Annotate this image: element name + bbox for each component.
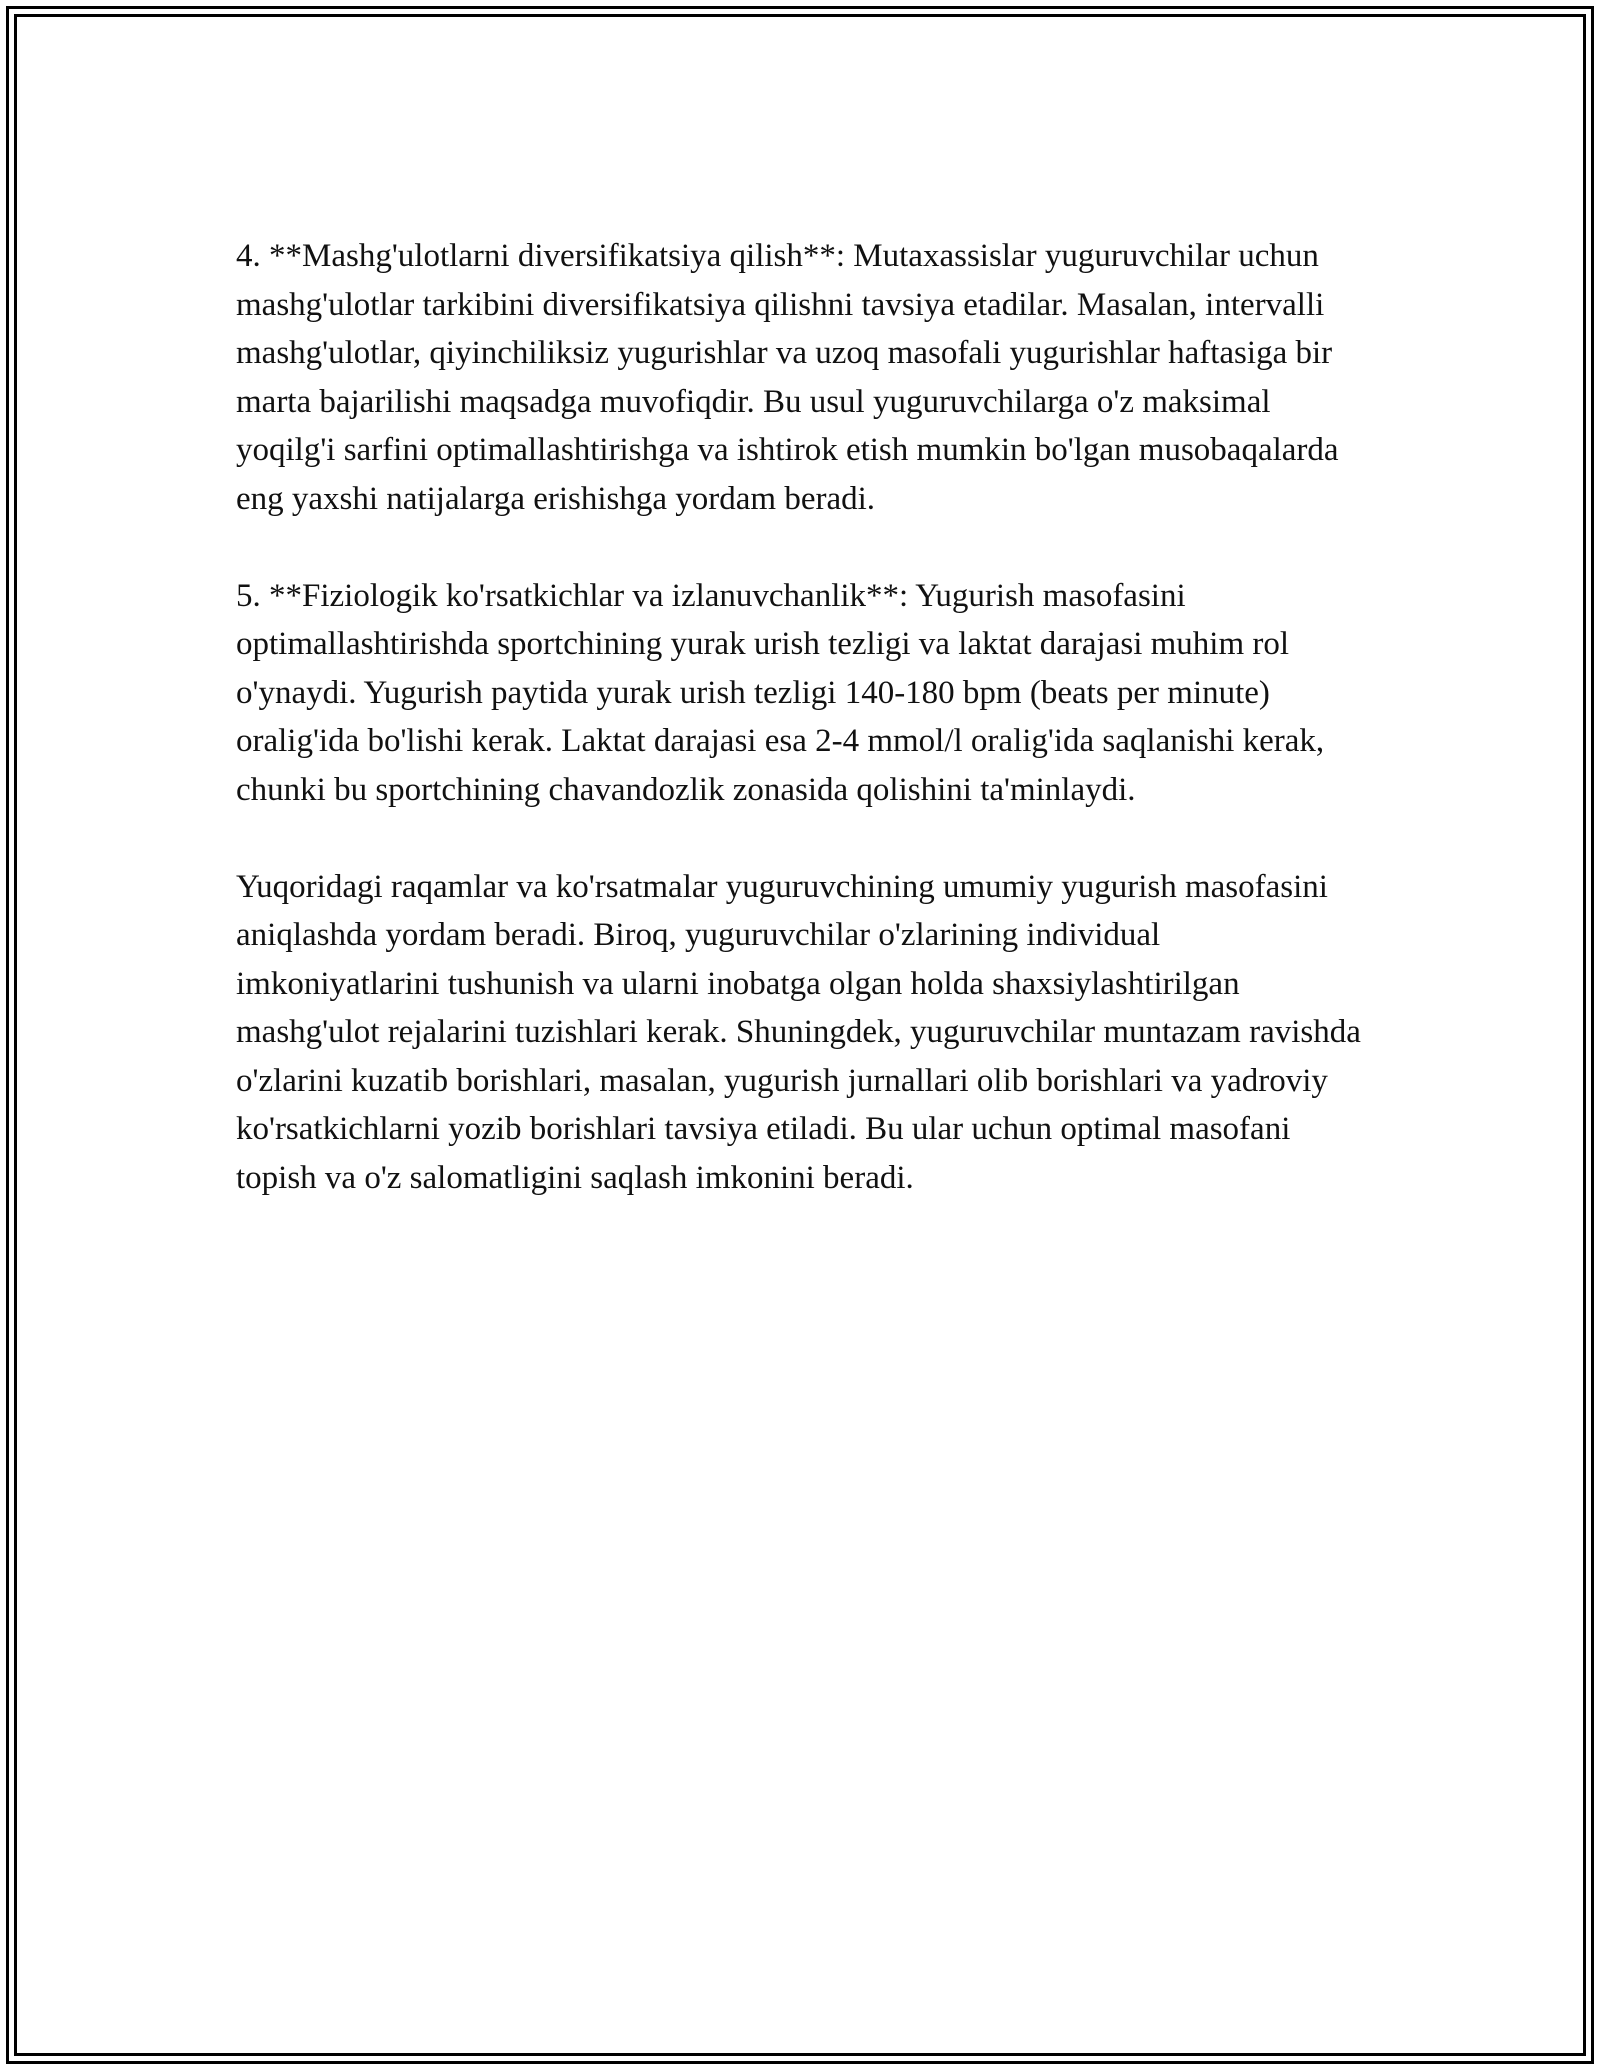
- paragraph-conclusion: Yuqoridagi raqamlar va ko'rsatmalar yuguruvchining umumiy yugurish masofasini aniqlashda yordam beradi. Biroq, yuguruvchilar o'zlarining individual imkoniyatlarini tushunish va ularni inobatga olgan holda shaxsiylashtirilgan mashg'ulot rejalarini tuzishlari kerak. Shuningdek, yuguruvchilar muntazam ravishda o'zlarini kuzatib borishlari, masalan, yugurish jurnallari olib borishlari va yadroviy ko'rsatkichlarni yozib borishlari tavsiya etiladi. Bu ular uchun optimal masofani topish va o'z salomatligini saqlash imkonini beradi.: [236, 868, 1361, 1196]
- paragraph-physiological-indicators: 5. **Fiziologik ko'rsatkichlar va izlanuvchanlik**: Yugurish masofasini optimallashtirishda sportchining yurak urish tezligi va laktat darajasi muhim rol o'ynaydi. Yugurish paytida yurak urish tezligi 140-180 bpm (beats per minute) oralig'ida bo'lishi kerak. Laktat darajasi esa 2-4 mmol/l oralig'ida saqlanishi kerak, chunki bu sportchining chavandozlik zonasida qolishini ta'minlaydi.: [236, 577, 1325, 808]
- document-body: [236, 232, 1366, 1251]
- paragraph-diversification: 4. **Mashg'ulotlarni diversifikatsiya qilish**: Mutaxassislar yuguruvchilar uchun mashg'ulotlar tarkibini diversifikatsiya qilishni tavsiya etadilar. Masalan, intervalli mashg'ulotlar, qiyinchiliksiz yugurishlar va uzoq masofali yugurishlar haftasiga bir marta bajarilishi maqsadga muvofiqdir. Bu usul yuguruvchilarga o'z maksimal yoqilg'i sarfini optimallashtirishga va ishtirok etish mumkin bo'lgan musobaqalarda eng yaxshi natijalarga erishishga yordam beradi.: [236, 238, 1339, 517]
